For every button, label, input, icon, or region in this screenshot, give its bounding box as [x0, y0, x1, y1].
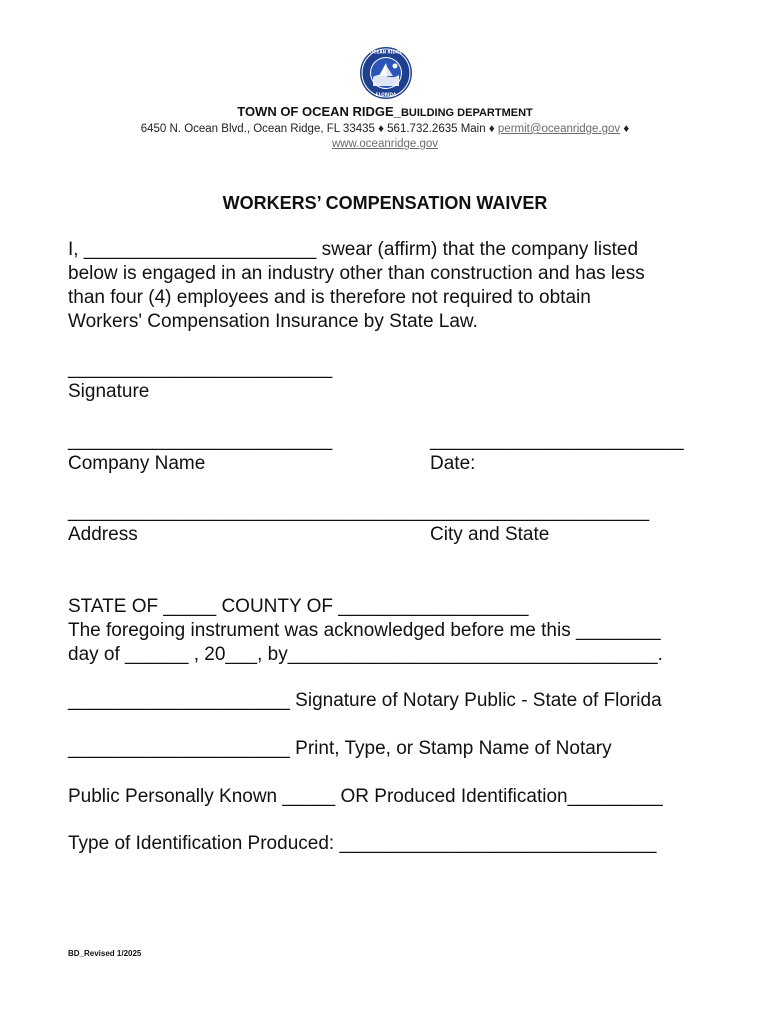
signature-line[interactable]: _________________________	[68, 358, 333, 379]
day-of-line[interactable]: day of ______ , 20___, by___________________________________.	[68, 644, 663, 665]
company-name-line[interactable]: _________________________	[68, 430, 333, 451]
identification-type-line[interactable]: Type of Identification Produced: ______________________________	[68, 833, 657, 854]
town-seal-logo	[359, 46, 413, 100]
notary-print-name-line[interactable]: _____________________ Print, Type, or Stamp Name of Notary	[68, 738, 612, 759]
acknowledgement-line[interactable]: The foregoing instrument was acknowledged before me this ________	[68, 620, 661, 641]
revision-note: BD_Revised 1/2025	[68, 949, 142, 958]
notary-signature-line[interactable]: _____________________ Signature of Notary Public - State of Florida	[68, 690, 662, 711]
address-line[interactable]: _______________________________________________________	[68, 501, 650, 522]
statement-line: Workers' Compensation Insurance by State Law.	[68, 311, 478, 332]
company-name-label: Company Name	[68, 453, 206, 474]
department-heading	[0, 104, 770, 121]
town-name: TOWN OF OCEAN RIDGE_	[237, 104, 401, 119]
state-county-line[interactable]: STATE OF _____ COUNTY OF __________________	[68, 596, 529, 617]
statement-line: below is engaged in an industry other than construction and has less	[68, 263, 645, 284]
waiver-statement	[68, 238, 718, 334]
contact-line	[0, 122, 770, 136]
form-title: WORKERS’ COMPENSATION WAIVER	[222, 193, 548, 213]
department-name: BUILDING DEPARTMENT	[400, 107, 533, 119]
statement-line: I, ______________________ swear (affirm) that the company listed	[68, 239, 639, 260]
website-line	[0, 137, 770, 151]
signature-label: Signature	[68, 381, 150, 402]
statement-line: than four (4) employees and is therefore not required to obtain	[68, 287, 591, 308]
address-label: Address	[68, 524, 138, 545]
date-label: Date:	[430, 453, 476, 474]
personally-known-line[interactable]: Public Personally Known _____ OR Produced Identification_________	[68, 786, 663, 807]
address-suffix: ♦	[620, 123, 630, 135]
email-link[interactable]: permit@oceanridge.gov	[497, 123, 621, 135]
website-link[interactable]: www.oceanridge.gov	[331, 138, 439, 150]
date-line[interactable]: ________________________	[430, 430, 684, 451]
svg-text:OCEAN RIDGE: OCEAN RIDGE	[369, 49, 403, 55]
city-state-label: City and State	[430, 524, 550, 545]
street-address: 6450 N. Ocean Blvd., Ocean Ridge, FL 33435 ♦ 561.732.2635 Main ♦	[140, 123, 498, 135]
svg-text:FLORIDA: FLORIDA	[375, 92, 397, 97]
